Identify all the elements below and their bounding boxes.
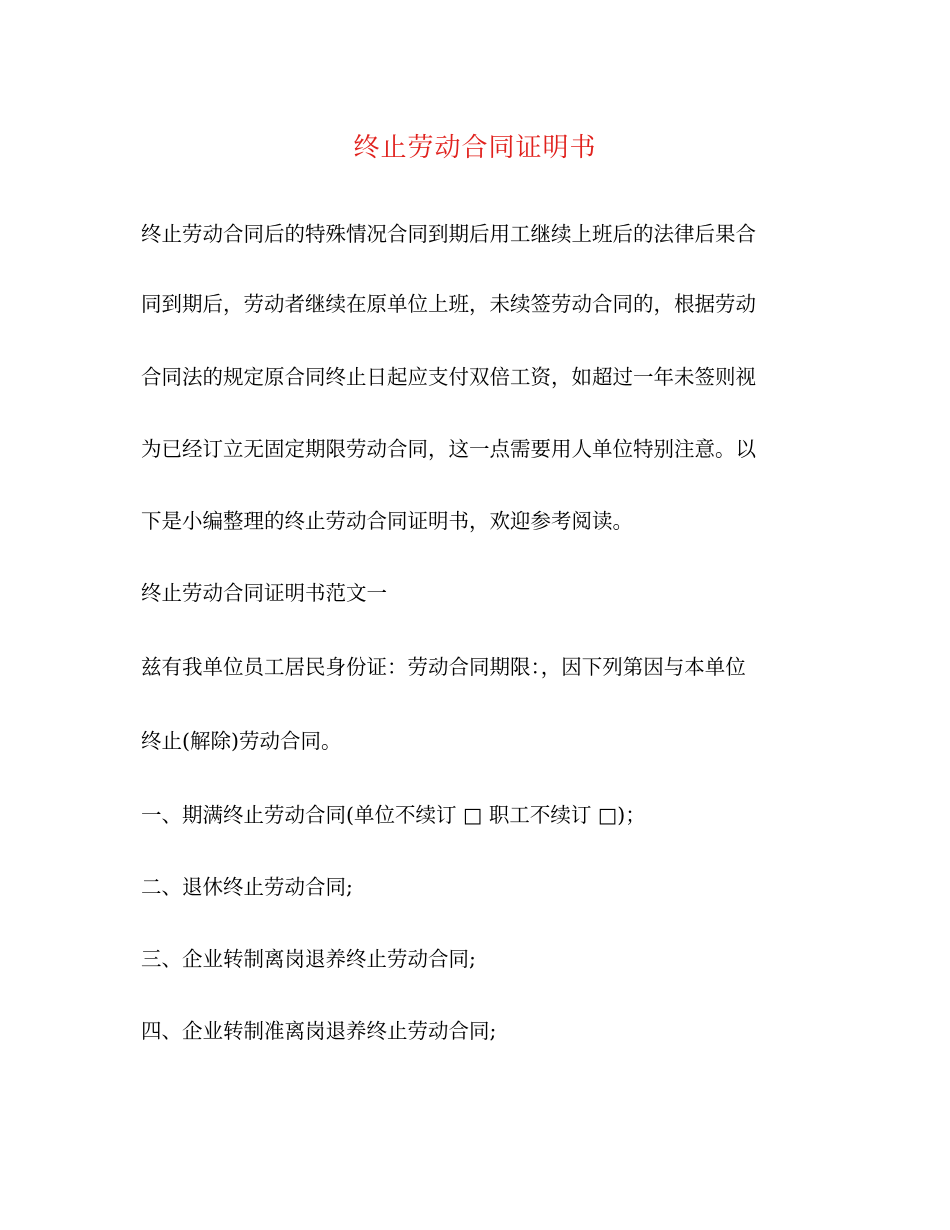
body-line-2: 终止(解除)劳动合同。 <box>141 729 342 753</box>
intro-line-2: 同到期后，劳动者继续在原单位上班，未续签劳动合同的，根据劳动 <box>141 292 756 316</box>
document-title: 终止劳动合同证明书 <box>353 133 597 163</box>
intro-line-4: 为已经订立无固定期限劳动合同，这一点需要用人单位特别注意。以 <box>141 437 756 461</box>
list-item-2: 二、退休终止劳动合同; <box>141 875 353 899</box>
list-item-4: 四、企业转制准离岗退养终止劳动合同; <box>141 1019 497 1043</box>
list-item-3: 三、企业转制离岗退养终止劳动合同; <box>141 947 476 971</box>
intro-line-1: 终止劳动合同后的特殊情况合同到期后用工继续上班后的法律后果合 <box>141 222 756 246</box>
list-item-1: 一、期满终止劳动合同(单位不续订 □ 职工不续订 □)； <box>141 803 646 827</box>
body-line-1: 兹有我单位员工居民身份证：劳动合同期限：，因下列第因与本单位 <box>141 655 746 679</box>
intro-line-5: 下是小编整理的终止劳动合同证明书，欢迎参考阅读。 <box>141 509 633 533</box>
intro-line-3: 合同法的规定原合同终止日起应支付双倍工资，如超过一年未签则视 <box>141 365 756 389</box>
section-heading: 终止劳动合同证明书范文一 <box>141 581 387 605</box>
